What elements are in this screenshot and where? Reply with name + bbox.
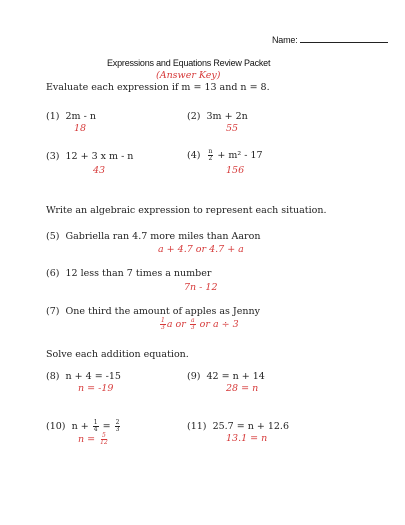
fraction-denominator: 2 bbox=[208, 155, 213, 162]
problem-3 bbox=[46, 151, 133, 162]
answer-fraction bbox=[99, 433, 109, 446]
answer-2: 55 bbox=[226, 123, 239, 134]
problem-number: (9) bbox=[187, 371, 201, 382]
problem-6 bbox=[46, 268, 211, 279]
answer-3: 43 bbox=[93, 165, 106, 176]
problem-number: (7) bbox=[46, 306, 60, 317]
answer-fraction bbox=[190, 318, 196, 331]
section-heading-solve: Solve each addition equation. bbox=[46, 349, 189, 360]
fraction bbox=[115, 420, 121, 433]
problem-8 bbox=[46, 371, 121, 382]
problem-text: 12 less than 7 times a number bbox=[65, 268, 212, 279]
answer-1: 18 bbox=[74, 123, 87, 134]
page-subtitle: (Answer Key) bbox=[156, 70, 221, 81]
problem-9 bbox=[187, 371, 265, 382]
problem-5 bbox=[46, 231, 260, 242]
fraction-numerator: 2 bbox=[115, 419, 120, 426]
problem-number: (4) bbox=[187, 150, 201, 161]
problem-number: (11) bbox=[187, 421, 207, 432]
problem-text: One third the amount of apples as Jenny bbox=[65, 306, 260, 317]
problem-7 bbox=[46, 306, 260, 317]
problem-text: 12 + 3 x m - n bbox=[65, 151, 134, 162]
fraction bbox=[93, 420, 99, 433]
fraction-numerator: 1 bbox=[93, 419, 98, 426]
problem-number: (5) bbox=[46, 231, 60, 242]
page-title: Expressions and Equations Review Packet bbox=[107, 58, 271, 68]
answer-text: a or bbox=[166, 319, 186, 330]
problem-number: (8) bbox=[46, 371, 60, 382]
answer-9: 28 = n bbox=[226, 383, 259, 394]
fraction-denominator: 3 bbox=[190, 324, 195, 331]
answer-5: a + 4.7 or 4.7 + a bbox=[158, 244, 244, 255]
fraction-denominator: 3 bbox=[115, 426, 120, 433]
problem-4 bbox=[187, 149, 263, 162]
answer-11: 13.1 = n bbox=[226, 433, 268, 444]
name-label: Name: bbox=[272, 35, 298, 45]
answer-text: n = bbox=[78, 434, 96, 445]
problem-1 bbox=[46, 111, 96, 122]
name-field bbox=[272, 33, 388, 45]
answer-7 bbox=[159, 318, 239, 331]
problem-number: (1) bbox=[46, 111, 60, 122]
problem-text: 42 = n + 14 bbox=[206, 371, 265, 382]
name-underline bbox=[300, 33, 388, 43]
section-heading-evaluate: Evaluate each expression if m = 13 and n = 8. bbox=[46, 82, 270, 93]
fraction-denominator: 4 bbox=[93, 426, 98, 433]
problem-text: + m² - 17 bbox=[217, 150, 263, 161]
fraction bbox=[208, 149, 214, 162]
fraction-numerator: n bbox=[208, 148, 213, 155]
answer-10 bbox=[78, 433, 110, 446]
problem-text: 2m - n bbox=[65, 111, 96, 122]
fraction-numerator: 5 bbox=[102, 432, 106, 439]
answer-text: or a ÷ 3 bbox=[199, 319, 239, 330]
problem-2 bbox=[187, 111, 248, 122]
answer-8: n = -19 bbox=[78, 383, 114, 394]
answer-fraction bbox=[160, 318, 166, 331]
problem-text: 3m + 2n bbox=[206, 111, 248, 122]
problem-text: = bbox=[102, 421, 111, 432]
problem-text: n + bbox=[71, 421, 89, 432]
problem-text: 25.7 = n + 12.6 bbox=[212, 421, 289, 432]
fraction-numerator: 1 bbox=[161, 317, 165, 324]
section-heading-write: Write an algebraic expression to represent each situation. bbox=[46, 205, 327, 216]
problem-number: (10) bbox=[46, 421, 66, 432]
answer-4: 156 bbox=[226, 165, 245, 176]
problem-number: (2) bbox=[187, 111, 201, 122]
problem-10 bbox=[46, 420, 121, 433]
problem-number: (3) bbox=[46, 151, 60, 162]
fraction-denominator: 12 bbox=[100, 439, 108, 446]
answer-6: 7n - 12 bbox=[184, 282, 218, 293]
problem-text: n + 4 = -15 bbox=[65, 371, 121, 382]
fraction-numerator: a bbox=[190, 317, 195, 324]
fraction-denominator: 3 bbox=[161, 324, 165, 331]
problem-number: (6) bbox=[46, 268, 60, 279]
problem-text: Gabriella ran 4.7 more miles than Aaron bbox=[65, 231, 261, 242]
problem-11 bbox=[187, 421, 289, 432]
